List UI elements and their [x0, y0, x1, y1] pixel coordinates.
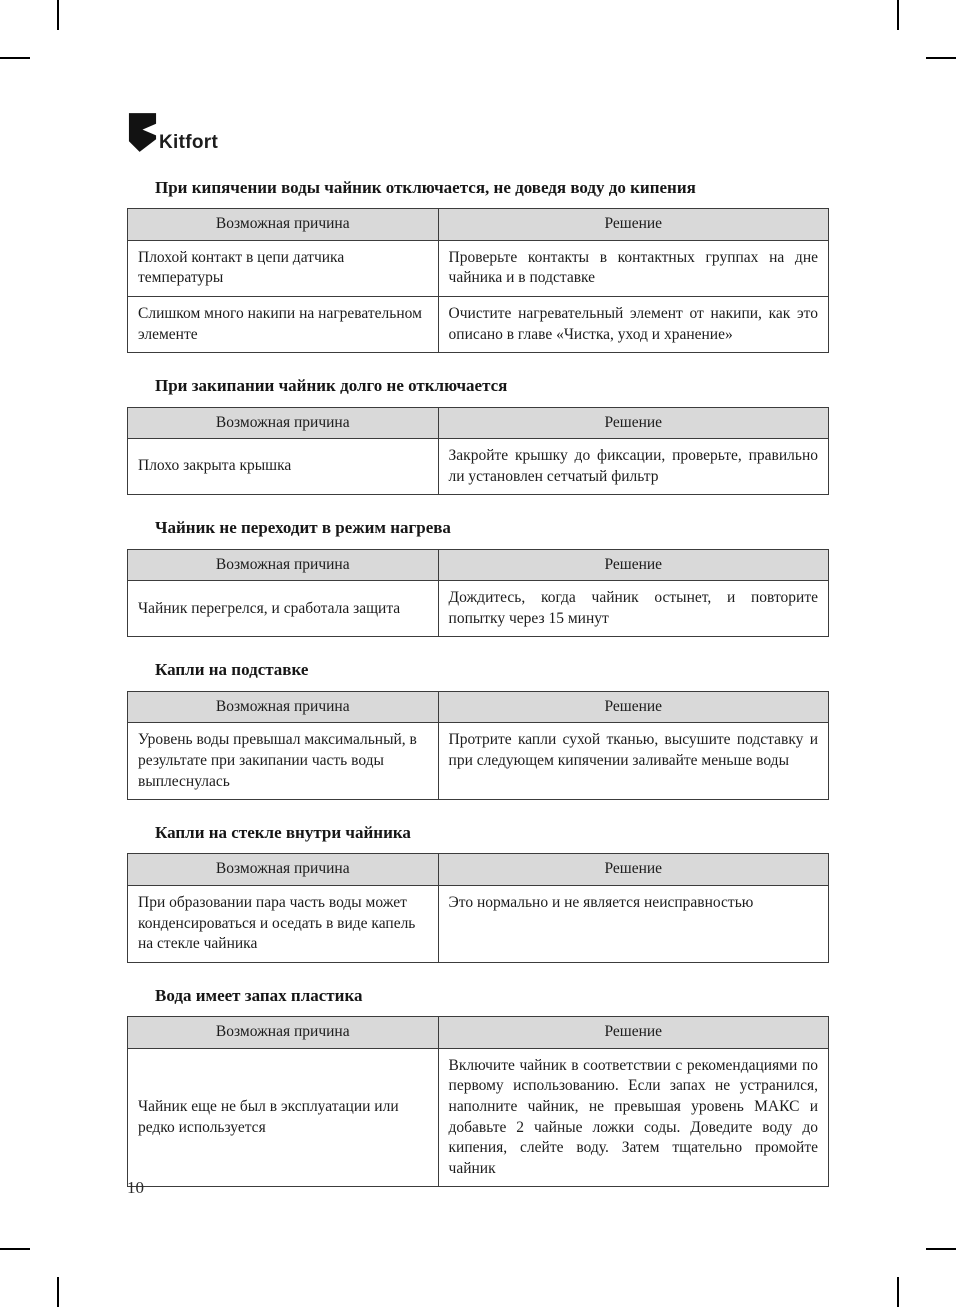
troubleshooting-table — [127, 407, 829, 496]
table-row — [128, 240, 829, 296]
table-header-row — [128, 209, 829, 241]
solution-cell: Протрите капли сухой тканью, высушите подставку и при следующем кипячении заливайте меньше воды — [438, 723, 828, 800]
section-no-heating-mode — [127, 517, 829, 637]
section-kettle-does-not-shut-off — [127, 375, 829, 495]
column-header-solution: Решение — [438, 209, 828, 241]
troubleshooting-table — [127, 549, 829, 638]
table-row — [128, 723, 829, 800]
table-header-row — [128, 1017, 829, 1049]
page-number: 10 — [127, 1178, 144, 1197]
crop-mark — [897, 1277, 899, 1307]
crop-mark — [0, 57, 30, 59]
table-header-row — [128, 549, 829, 581]
cause-cell: Чайник перегрелся, и сработала защита — [128, 581, 439, 637]
cause-cell: Плохо закрыта крышка — [128, 439, 439, 495]
cause-cell: Плохой контакт в цепи датчика температуры — [128, 240, 439, 296]
cause-cell: При образовании пара часть воды может конденсироваться и оседать в виде капель на стекле чайника — [128, 886, 439, 963]
column-header-cause: Возможная причина — [128, 407, 439, 439]
solution-cell: Это нормально и не является неисправностью — [438, 886, 828, 963]
column-header-solution: Решение — [438, 407, 828, 439]
solution-cell: Закройте крышку до фиксации, проверьте, правильно ли установлен сетчатый фильтр — [438, 439, 828, 495]
cause-cell: Уровень воды превышал максимальный, в результате при закипании часть воды выплеснулась — [128, 723, 439, 800]
section-drops-on-glass — [127, 822, 829, 963]
crop-mark — [897, 0, 899, 30]
kitfort-flag-icon — [127, 112, 158, 153]
column-header-solution: Решение — [438, 691, 828, 723]
section-title: Чайник не переходит в режим нагрева — [155, 518, 451, 538]
troubleshooting-table — [127, 1016, 829, 1187]
crop-mark — [926, 1248, 956, 1250]
column-header-cause: Возможная причина — [128, 691, 439, 723]
troubleshooting-table — [127, 853, 829, 962]
section-title: При кипячении воды чайник отключается, не доведя воду до кипения — [155, 178, 696, 197]
column-header-solution: Решение — [438, 549, 828, 581]
section-kettle-shuts-off-early — [127, 177, 829, 353]
table-header-row — [128, 691, 829, 723]
crop-mark — [57, 1277, 59, 1307]
brand-logo — [127, 112, 829, 153]
table-row — [128, 297, 829, 353]
column-header-solution: Решение — [438, 854, 828, 886]
column-header-cause: Возможная причина — [128, 1017, 439, 1049]
column-header-cause: Возможная причина — [128, 209, 439, 241]
solution-cell: Включите чайник в соответствии с рекомендациями по первому использованию. Если запах не устранился, наполните чайник, не превышая уровень МАКС и добавьте 2 чайные ложки соды. Доведите воду до кипения, слейте воду. Затем тщательно промойте чайник — [438, 1048, 828, 1187]
section-drops-on-base — [127, 659, 829, 800]
solution-cell: Очистите нагревательный элемент от накипи, как это описано в главе «Чистка, уход и хранение» — [438, 297, 828, 353]
crop-mark — [57, 0, 59, 30]
section-title: Капли на стекле внутри чайника — [155, 823, 411, 843]
crop-mark — [0, 1248, 30, 1250]
section-title: При закипании чайник долго не отключается — [155, 376, 508, 396]
brand-name: Kitfort — [159, 132, 219, 153]
table-row — [128, 886, 829, 963]
section-title: Вода имеет запах пластика — [155, 985, 363, 1005]
column-header-cause: Возможная причина — [128, 854, 439, 886]
cause-cell: Слишком много накипи на нагревательном элементе — [128, 297, 439, 353]
page-content — [127, 112, 829, 1209]
table-row — [128, 581, 829, 637]
troubleshooting-table — [127, 208, 829, 353]
section-plastic-smell — [127, 985, 829, 1188]
column-header-cause: Возможная причина — [128, 549, 439, 581]
column-header-solution: Решение — [438, 1017, 828, 1049]
troubleshooting-table — [127, 691, 829, 800]
table-row — [128, 439, 829, 495]
solution-cell: Проверьте контакты в контактных группах на дне чайника и в подставке — [438, 240, 828, 296]
table-row — [128, 1048, 829, 1187]
section-title: Капли на подставке — [155, 660, 309, 680]
table-header-row — [128, 854, 829, 886]
crop-mark — [926, 57, 956, 59]
solution-cell: Дождитесь, когда чайник остынет, и повторите попытку через 15 минут — [438, 581, 828, 637]
cause-cell: Чайник еще не был в эксплуатации или редко используется — [128, 1048, 439, 1187]
table-header-row — [128, 407, 829, 439]
